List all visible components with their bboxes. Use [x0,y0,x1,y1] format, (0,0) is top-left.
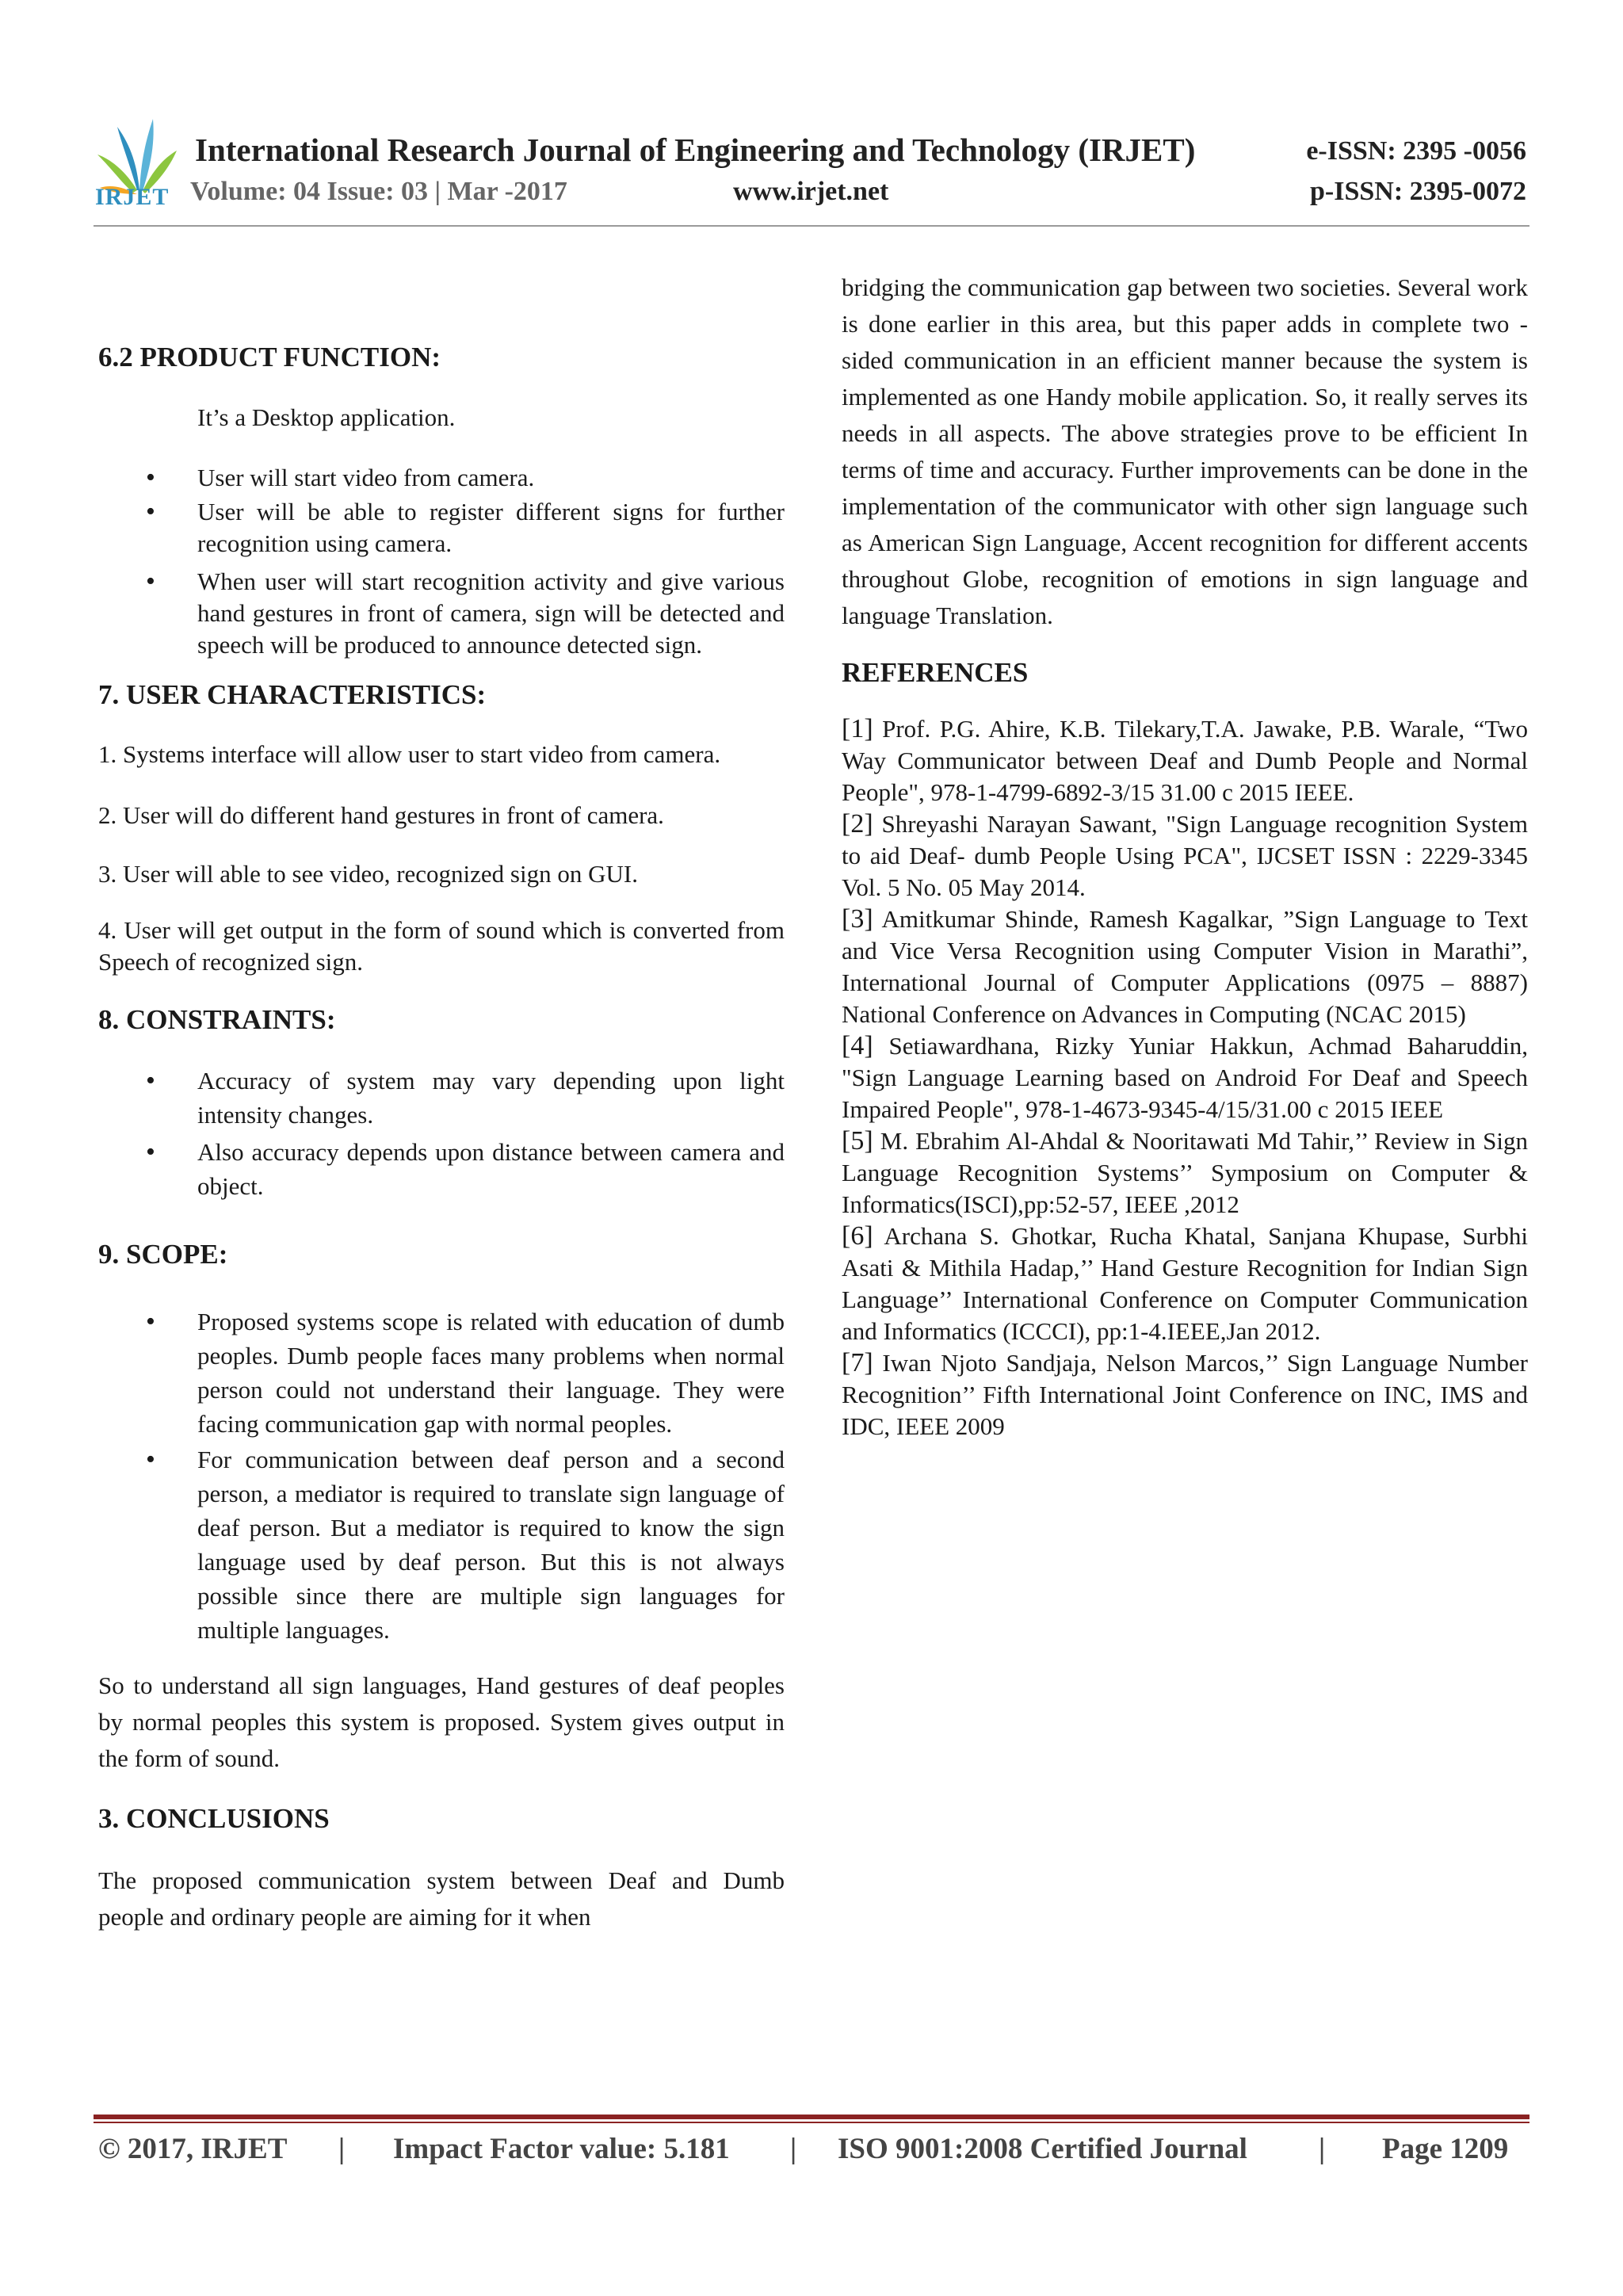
section-title-7: 7. USER CHARACTERISTICS: [98,679,487,710]
list-item: • When user will start recognition activity and give various hand gestures in front of camera, sign will be detected and speech will be produced to announce detected sign. [98,566,785,661]
footer-divider [94,2115,1529,2119]
eissn: e-ISSN: 2395 -0056 [1306,136,1526,166]
footer-page-number: Page 1209 [1382,2133,1509,2165]
section-6-2-list [98,460,785,661]
section-title-9: 9. SCOPE: [98,1239,228,1270]
references-list [842,713,1528,1442]
conclusion-para: The proposed communication system between Deaf and Dumb people and ordinary people are aiming for it when [98,1866,785,1931]
section-9-list [98,1305,785,1647]
footer-impact-factor: Impact Factor value: 5.181 [393,2133,730,2165]
reference-item: [7] Iwan Njoto Sandjaja, Nelson Marcos,’’ Sign Language Number Recognition’’ Fifth International Joint Conference on INC, IMS and IDC, IEEE 2009 [842,1348,1528,1440]
list-item: • Also accuracy depends upon distance between camera and object. [98,1135,785,1203]
footer-iso: ISO 9001:2008 Certified Journal [838,2133,1247,2165]
left-column [98,269,785,1935]
list-item: • For communication between deaf person and a second person, a mediator is required to translate sign language of deaf person. But a mediator is required to know the sign language used by deaf person. But this is not always possible since there are multiple sign languages for multiple languages. [98,1442,785,1647]
footer-separator: | [1319,2133,1326,2165]
section-6-2-intro: It’s a Desktop application. [197,403,456,431]
right-column [842,269,1528,1442]
section-title-3: 3. CONCLUSIONS [98,1803,330,1834]
references-title: REFERENCES [842,657,1029,688]
list-item: • User will be able to register different signs for further recognition using camera. [98,496,785,560]
reference-item: [1] Prof. P.G. Ahire, K.B. Tilekary,T.A. Jawake, P.B. Warale, “Two Way Communicator between Deaf and Dumb People and Normal People", 978-1-4799-6892-3/15 31.00 c 2015 IEEE. [842,714,1528,806]
section-9-para: So to understand all sign languages, Hand gestures of deaf peoples by normal peoples this system is proposed. System gives output in the form of sound. [98,1671,785,1772]
footer-divider-thin [94,2122,1529,2123]
section-7-item: 1. Systems interface will allow user to start video from camera. [98,740,721,768]
pissn: p-ISSN: 2395-0072 [1310,177,1526,206]
section-7-item: 4. User will get output in the form of sound which is converted from Speech of recognized sign. [98,916,785,976]
conclusion-continued: bridging the communication gap between two societies. Several work is done earlier in this area, but this paper adds in complete two - sided communication in an efficient manner because the system is implemented as one Handy mobile application. So, it really serves its needs in all aspects. The above strategies prove to be efficient In terms of time and accuracy. Further improvements can be done in the implementation of the communicator with other sign language such as American Sign Language, Accent recognition for different accents throughout Globe, recognition of emotions in sign language and language Translation. [842,273,1528,629]
list-item: • Proposed systems scope is related with education of dumb peoples. Dumb people faces many problems when normal person could not understand their language. They were facing communication gap with normal peoples. [98,1305,785,1441]
reference-item: [6] Archana S. Ghotkar, Rucha Khatal, Sanjana Khupase, Surbhi Asati & Mithila Hadap,’’ Hand Gesture Recognition for Indian Sign Language’’ International Conference on Computer Communication and Informatics (ICCCI), pp:1-4.IEEE,Jan 2012. [842,1221,1528,1345]
reference-item: [5] M. Ebrahim Al-Ahdal & Nooritawati Md Tahir,’’ Review in Sign Language Recognition Systems’’ Symposium on Computer & Informatics(ISCI),pp:52-57, IEEE ,2012 [842,1126,1528,1218]
section-7-item: 3. User will able to see video, recognized sign on GUI. [98,860,638,888]
footer-separator: | [338,2133,346,2165]
section-title-6-2: 6.2 PRODUCT FUNCTION: [98,342,441,372]
volume-issue: Volume: 04 Issue: 03 | Mar -2017 [190,177,567,206]
journal-url[interactable]: www.irjet.net [733,177,889,206]
reference-item: [3] Amitkumar Shinde, Ramesh Kagalkar, ”Sign Language to Text and Vice Versa Recognition using Computer Vision in Marathi”, International Journal of Computer Applications (0975 – 8887) National Conference on Advances in Computing (NCAC 2015) [842,904,1528,1028]
section-8-list [98,1064,785,1203]
footer-separator: | [790,2133,797,2165]
journal-title: International Research Journal of Engineering and Technology (IRJET) [195,132,1196,168]
section-7-item: 2. User will do different hand gestures in front of camera. [98,801,664,829]
reference-item: [2] Shreyashi Narayan Sawant, "Sign Language recognition System to aid Deaf- dumb People Using PCA", IJCSET ISSN : 2229-3345 Vol. 5 No. 05 May 2014. [842,809,1528,901]
header-divider [94,225,1529,227]
list-item: • User will start video from camera. [98,460,785,496]
reference-item: [4] Setiawardhana, Rizky Yuniar Hakkun, Achmad Baharuddin, "Sign Language Learning based on Android For Deaf and Speech Impaired People", 978-1-4673-9345-4/15/31.00 c 2015 IEEE [842,1031,1528,1123]
section-title-8: 8. CONSTRAINTS: [98,1004,336,1035]
list-item: • Accuracy of system may vary depending upon light intensity changes. [98,1064,785,1132]
footer-copyright: © 2017, IRJET [98,2133,288,2165]
logo-text: IRJET [95,184,170,210]
